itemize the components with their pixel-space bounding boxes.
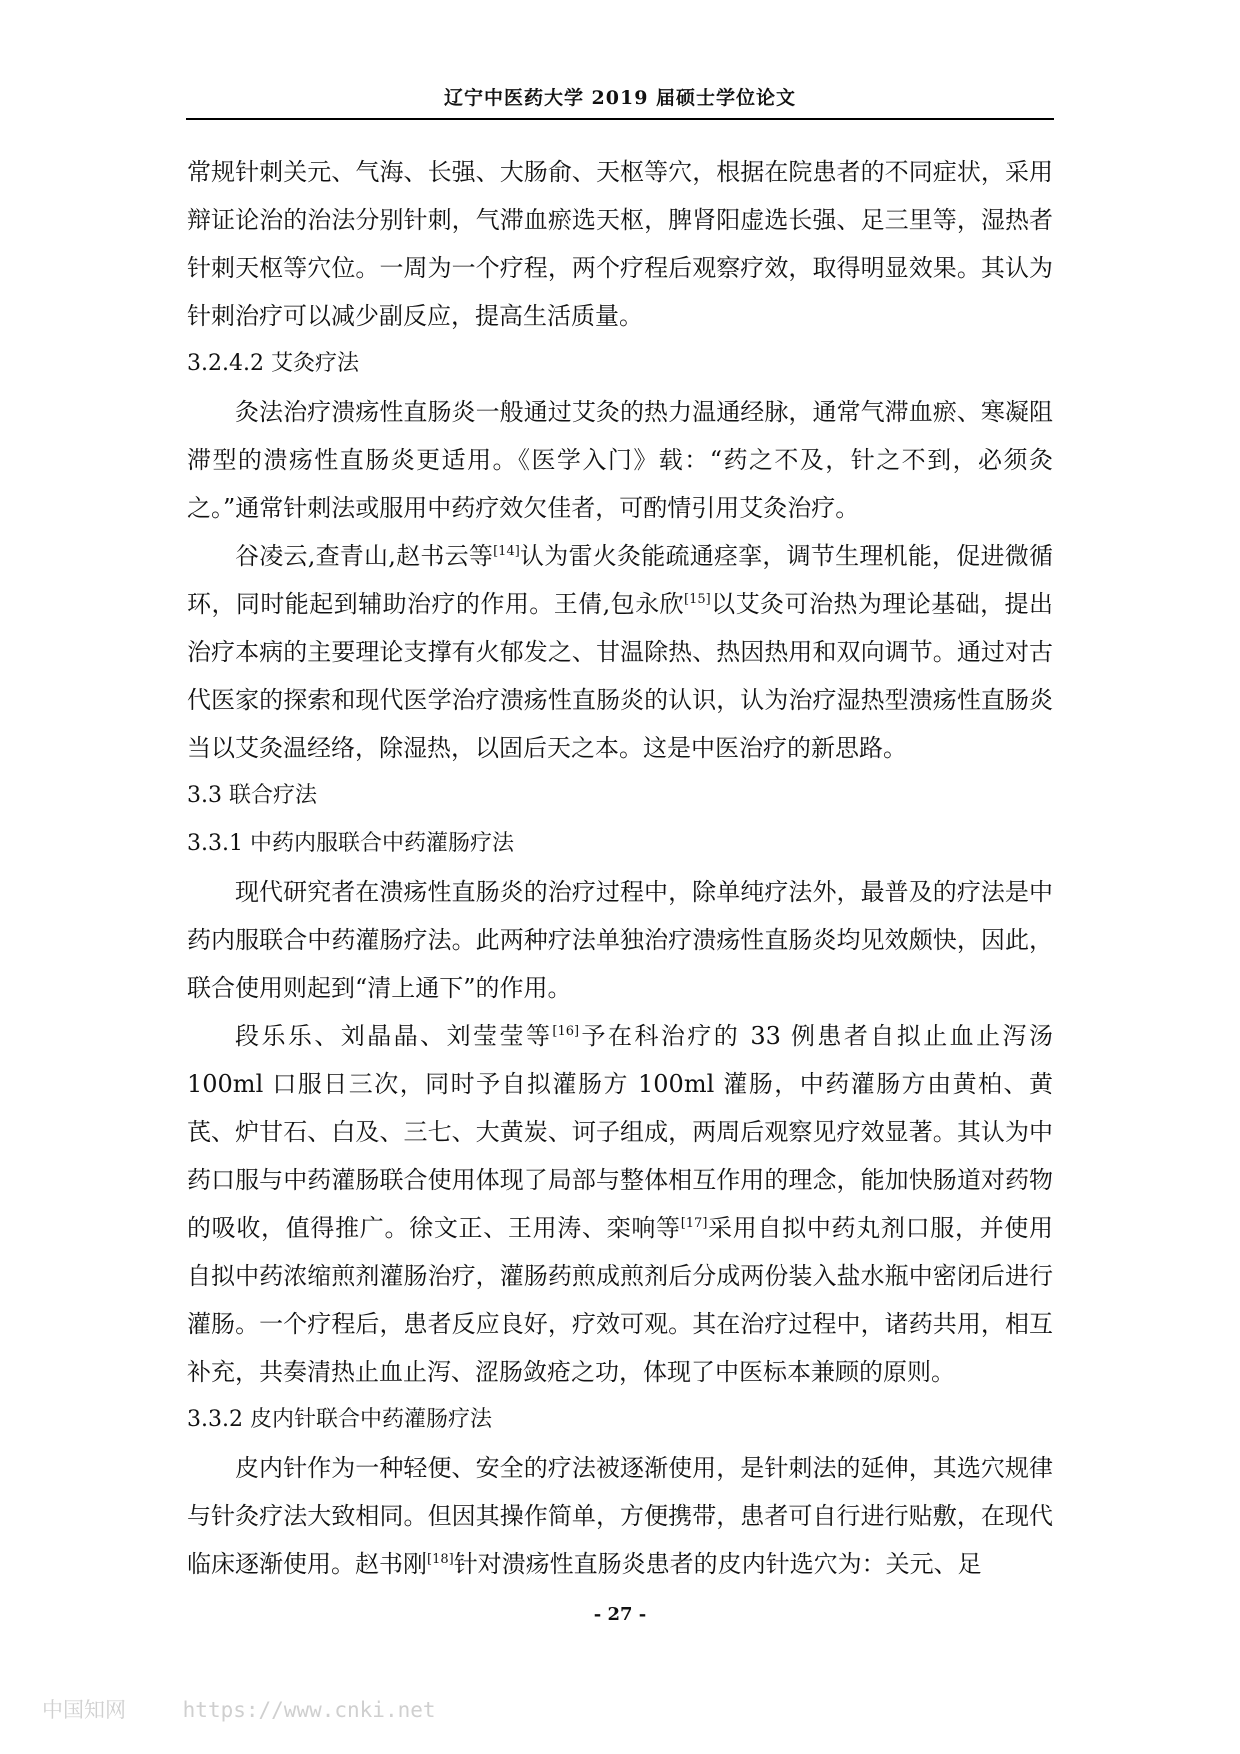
running-header: 辽宁中医药大学 2019 届硕士学位论文 [186,78,1054,120]
citation-ref: [15] [684,592,711,607]
text-run: 认为雷火灸能疏通痉挛，调节生理机能，促进微循环，同时能起到辅助治疗的作用。王倩,包永欣 [187,542,1054,618]
footer-site-name: 中国知网 [42,1698,126,1722]
text-run: 段乐乐、刘晶晶、刘莹莹等 [235,1022,553,1050]
paragraph [187,868,1053,1012]
footer-url-link[interactable]: https://www.cnki.net [182,1698,436,1722]
text-run: 3.3.2 皮内针联合中药灌肠疗法 [187,1407,492,1432]
text-run: 皮内针作为一种轻便、安全的疗法被逐渐使用，是针刺法的延伸，其选穴规律与针灸疗法大致相同。但因其操作简单，方便携带，患者可自行进行贴敷，在现代临床逐渐使用。赵书刚 [187,1454,1053,1578]
citation-ref: [18] [427,1552,454,1567]
text-run: 现代研究者在溃疡性直肠炎的治疗过程中，除单纯疗法外，最普及的疗法是中药内服联合中药灌肠疗法。此两种疗法单独治疗溃疡性直肠炎均见效颇快，因此，联合使用则起到“清上通下”的作用。 [187,878,1053,1002]
text-run: 灸法治疗溃疡性直肠炎一般通过艾灸的热力温通经脉，通常气滞血瘀、寒凝阻滞型的溃疡性直肠炎更适用。《医学入门》载：“药之不及，针之不到，必须灸之。”通常针刺法或服用中药疗效欠佳者，可酌情引用艾灸治疗。 [187,398,1053,522]
citation-ref: [17] [680,1216,708,1231]
text-run: 予在科治疗的 33 例患者自拟止血止泻汤 100ml 口服日三次，同时予自拟灌肠方 100ml 灌肠，中药灌肠方由黄柏、黄芪、炉甘石、白及、三七、大黄炭、诃子组成，两周后观察见疗效显著。其认为中药口服与中药灌肠联合使用体现了局部与整体相互作用的理念，能加快肠道对药物的吸收，值得推广。徐文正、王用涛、栾响等 [187,1022,1053,1242]
text-run: 3.2.4.2 艾灸疗法 [187,351,359,376]
section-heading [187,340,1053,388]
text-run: 3.3.1 中药内服联合中药灌肠疗法 [187,831,514,856]
text-run: 以艾灸可治热为理论基础，提出治疗本病的主要理论支撑有火郁发之、甘温除热、热因热用和双向调节。通过对古代医家的探索和现代医学治疗溃疡性直肠炎的认识，认为治疗湿热型溃疡性直肠炎当以艾灸温经络，除湿热，以固后天之本。这是中医治疗的新思路。 [187,590,1053,762]
section-heading [187,820,1053,868]
page-number: - 27 - [593,1604,647,1625]
paragraph [187,148,1053,340]
paragraph [187,388,1053,532]
watermark-footer [42,1694,480,1724]
citation-ref: [16] [552,1024,580,1039]
text-run: 谷凌云,查青山,赵书云等 [235,542,494,570]
text-run: 3.3 联合疗法 [187,783,317,808]
paragraph [187,1012,1053,1396]
paragraph [187,1444,1053,1588]
paragraph [187,532,1053,772]
text-run: 采用自拟中药丸剂口服，并使用自拟中药浓缩煎剂灌肠治疗，灌肠药煎成煎剂后分成两份装入盐水瓶中密闭后进行灌肠。一个疗程后，患者反应良好，疗效可观。其在治疗过程中，诸药共用，相互补充，共奏清热止血止泻、涩肠敛疮之功，体现了中医标本兼顾的原则。 [187,1214,1054,1386]
section-heading [187,772,1053,820]
text-run: 常规针刺关元、气海、长强、大肠俞、天枢等穴，根据在院患者的不同症状，采用辩证论治的治法分别针刺，气滞血瘀选天枢，脾肾阳虚选长强、足三里等，湿热者针刺天枢等穴位。一周为一个疗程，两个疗程后观察疗效，取得明显效果。其认为针刺治疗可以减少副反应，提高生活质量。 [187,158,1053,330]
section-heading [187,1396,1053,1444]
body-text [187,148,1053,1588]
citation-ref: [14] [493,544,520,559]
text-run: 针对溃疡性直肠炎患者的皮内针选穴为：关元、足 [453,1550,982,1578]
